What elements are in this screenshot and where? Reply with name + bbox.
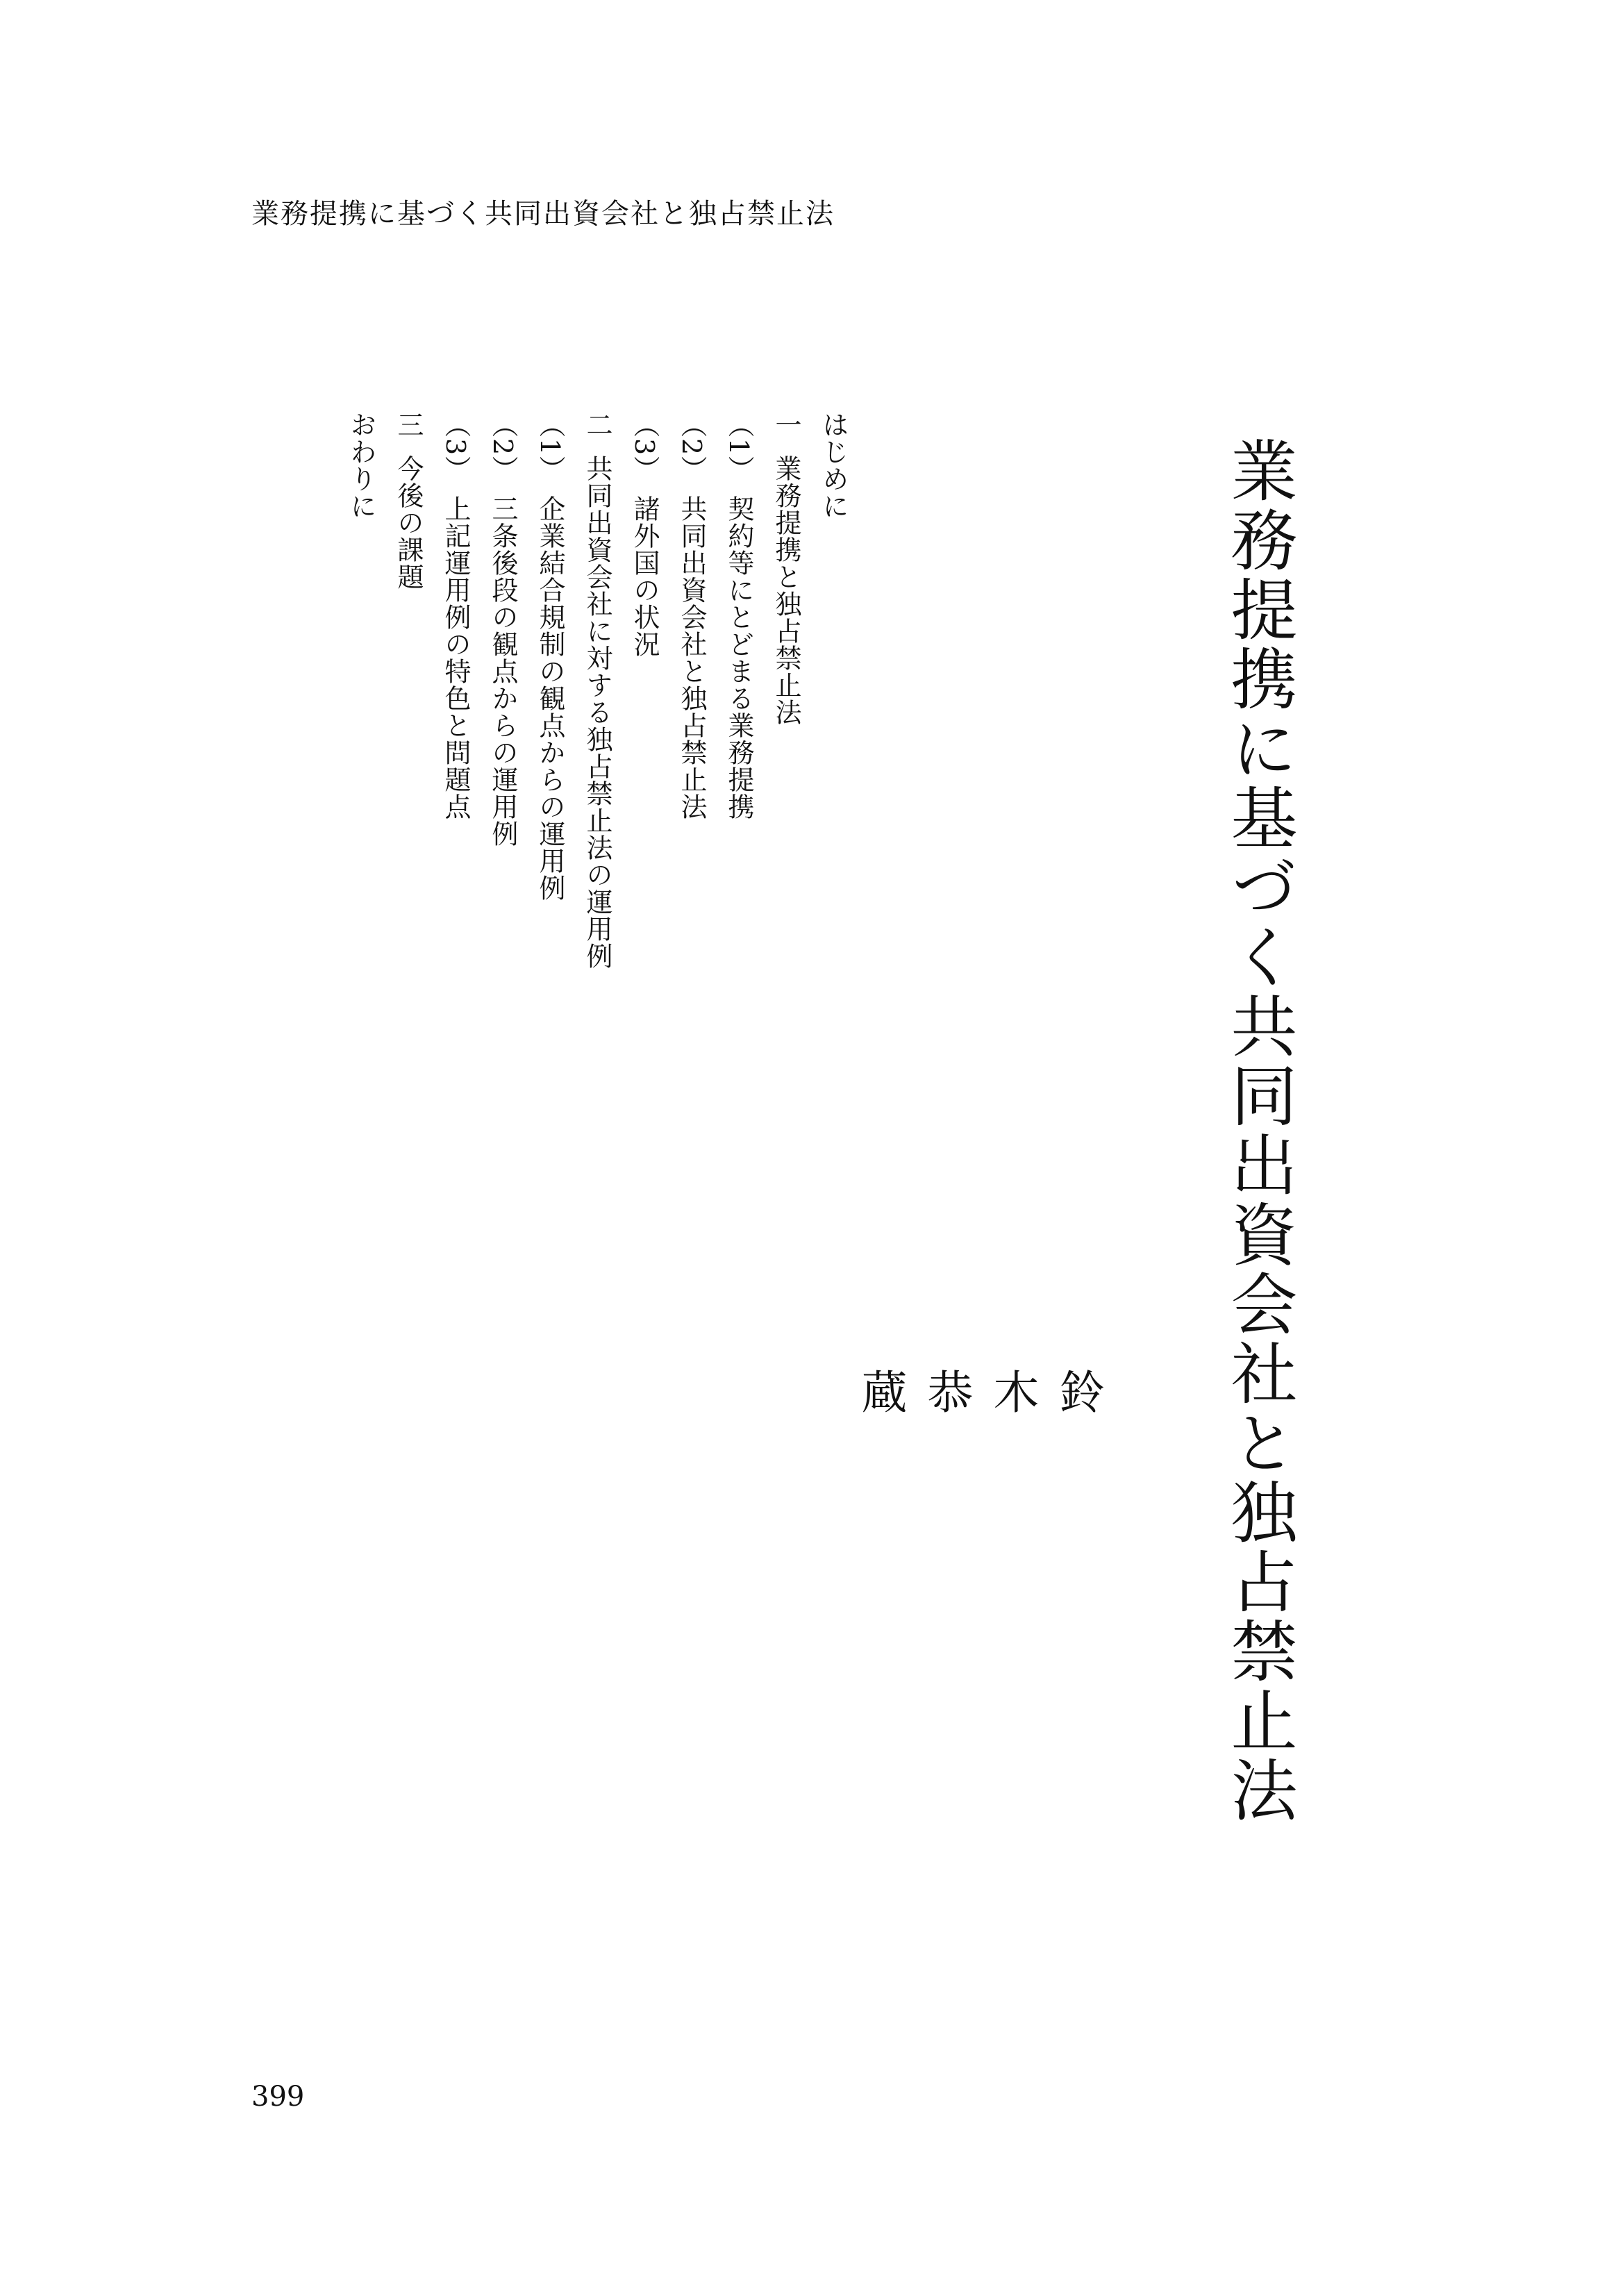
toc-item-text: 企業結合規制の観点からの運用例 <box>535 495 565 902</box>
toc-item-marker: （2） <box>676 411 707 483</box>
toc-item-marker: （3） <box>440 411 471 483</box>
toc-item-2-1 <box>535 411 565 901</box>
toc-item-marker: （3） <box>629 411 660 483</box>
running-head: 業務提携に基づく共同出資会社と独占禁止法 <box>251 198 835 230</box>
toc-item-introduction <box>818 411 849 519</box>
toc-item-3 <box>393 411 424 590</box>
toc-item-1-2 <box>676 411 707 820</box>
toc-item-2-3 <box>440 411 471 820</box>
toc-item-marker: （2） <box>487 411 518 483</box>
toc-item-marker: （1） <box>724 411 754 483</box>
toc-item-text: 三条後段の観点からの運用例 <box>487 495 518 848</box>
author-name <box>853 1368 1111 1538</box>
toc-item-2 <box>582 411 612 970</box>
toc-item-text: 今後の課題 <box>393 455 424 590</box>
toc-item-text: 共同出資会社に対する独占禁止法の運用例 <box>582 455 612 970</box>
toc-item-1 <box>771 411 801 726</box>
toc-item-text: 業務提携と独占禁止法 <box>771 455 801 726</box>
author-char: 恭 <box>919 1368 973 1414</box>
toc-item-1-1 <box>724 411 754 820</box>
page-number: 399 <box>251 2081 305 2113</box>
article-title: 業務提携に基づく共同出資会社と独占禁止法 <box>1220 436 1298 1825</box>
toc-item-marker: （1） <box>535 411 565 483</box>
toc-item-text: 上記運用例の特色と問題点 <box>440 495 471 821</box>
toc-item-marker: 一 <box>771 411 801 438</box>
toc-item-text: おわりに <box>346 411 376 519</box>
toc-item-1-3 <box>629 411 660 658</box>
toc-item-text: 共同出資会社と独占禁止法 <box>676 495 707 821</box>
toc-item-closing <box>346 411 376 519</box>
author-char: 蔵 <box>853 1368 907 1414</box>
toc-item-text: 諸外国の状況 <box>629 495 660 658</box>
toc-item-2-2 <box>487 411 518 847</box>
toc-item-marker: 二 <box>582 411 612 438</box>
toc-item-text: 契約等にとどまる業務提携 <box>724 495 754 821</box>
toc-item-marker: 三 <box>393 411 424 438</box>
toc-item-text: はじめに <box>818 411 849 519</box>
author-char: 木 <box>985 1368 1039 1414</box>
author-char: 鈴 <box>1051 1368 1105 1414</box>
